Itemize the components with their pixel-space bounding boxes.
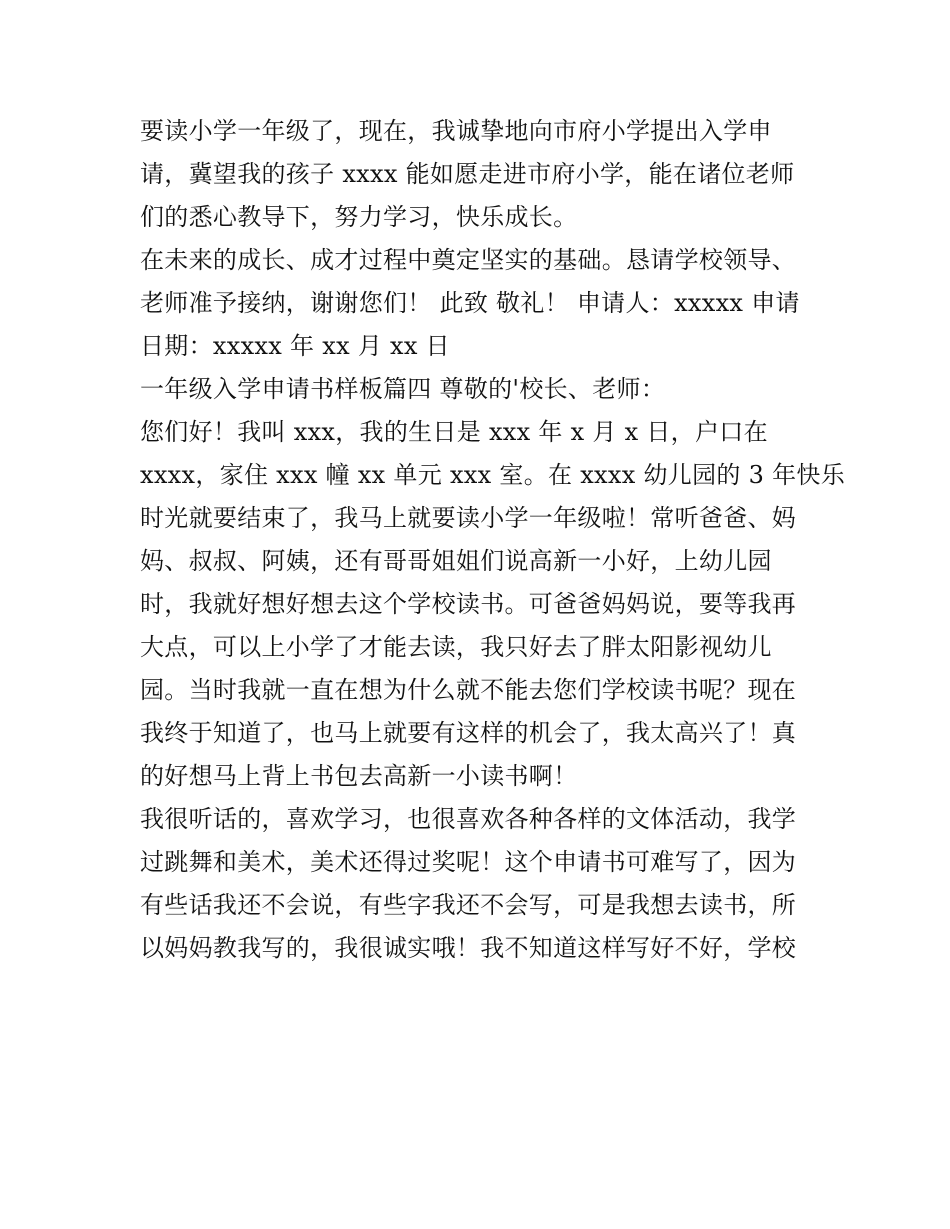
text-line: 的好想马上背上书包去高新一小读书啊！ <box>140 762 578 790</box>
text-line: 妈、叔叔、阿姨，还有哥哥姐姐们说高新一小好，上幼儿园 <box>140 547 772 575</box>
document-body <box>140 110 846 970</box>
text-line: 您们好！我叫 xxx，我的生日是 xxx 年 x 月 x 日，户口在 <box>140 418 768 446</box>
text-line: 园。当时我就一直在想为什么就不能去您们学校读书呢？现在 <box>140 676 797 704</box>
text-line: 老师准予接纳，谢谢您们！ 此致 敬礼！ 申请人：xxxxx 申请 <box>140 289 800 317</box>
text-line: 大点，可以上小学了才能去读，我只好去了胖太阳影视幼儿 <box>140 633 772 661</box>
text-line: 过跳舞和美术，美术还得过奖呢！这个申请书可难写了，因为 <box>140 848 797 876</box>
section-heading: 一年级入学申请书样板篇四 尊敬的'校长、老师： <box>140 375 666 403</box>
text-line: 时，我就好想好想去这个学校读书。可爸爸妈妈说，要等我再 <box>140 590 797 618</box>
text-line: 在未来的成长、成才过程中奠定坚实的基础。恳请学校领导、 <box>140 246 797 274</box>
text-line: 我终于知道了，也马上就要有这样的机会了，我太高兴了！真 <box>140 719 797 747</box>
text-line: 时光就要结束了，我马上就要读小学一年级啦！常听爸爸、妈 <box>140 504 797 532</box>
text-line: 我很听话的，喜欢学习，也很喜欢各种各样的文体活动，我学 <box>140 805 797 833</box>
text-line: 有些话我还不会说，有些字我还不会写，可是我想去读书，所 <box>140 891 797 919</box>
text-line: xxxx，家住 xxx 幢 xx 单元 xxx 室。在 xxxx 幼儿园的 3 年快乐 <box>140 461 846 489</box>
text-line: 以妈妈教我写的，我很诚实哦！我不知道这样写好不好，学校 <box>140 934 797 962</box>
text-line: 日期：xxxxx 年 xx 月 xx 日 <box>140 332 450 360</box>
text-line: 请，冀望我的孩子 xxxx 能如愿走进市府小学，能在诸位老师 <box>140 160 795 188</box>
text-line: 要读小学一年级了，现在，我诚挚地向市府小学提出入学申 <box>140 117 772 145</box>
text-line: 们的悉心教导下，努力学习，快乐成长。 <box>140 203 578 231</box>
